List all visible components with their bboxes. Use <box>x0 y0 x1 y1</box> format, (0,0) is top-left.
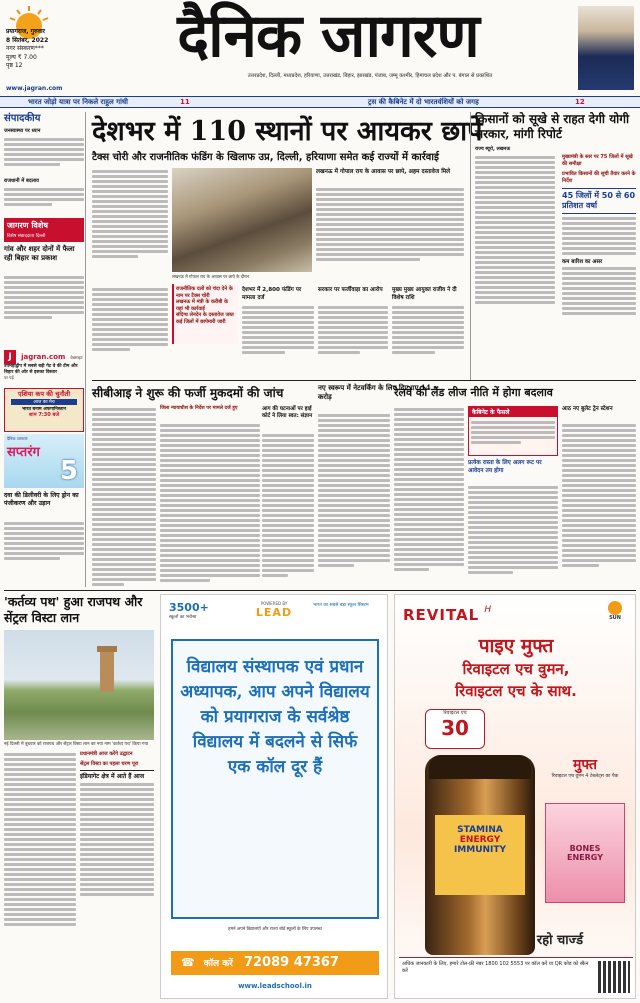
asia-text: भारत बनाम अफगानिस्तान <box>22 407 66 412</box>
lead-sub-story-3: मुख्य मुख्य आयुक्त राजीव ने दी विशेष राशि <box>392 287 457 301</box>
rajpath-headline[interactable]: 'कर्तव्य पथ' हुआ राजपथ और सेंट्रल विस्टा लान <box>4 594 143 625</box>
cbi-text-2 <box>160 422 260 586</box>
ticker-right[interactable]: ट्रस की कैबिनेट में दो भारतवंशियों को जगह <box>368 98 479 106</box>
revital-contact-text: अधिक जानकारी के लिए, हमारे टोल-फ्री नंबर 1800 102 5553 पर कॉल करें या QR कोड को स्कैन करें <box>402 961 589 974</box>
cbi-headline[interactable]: सीबीआइ ने शुरू की फर्जी मुकदमों की जांच <box>92 386 284 400</box>
asia-title: एशिया कप की चुनौती <box>17 390 71 398</box>
lead-powered: POWERED BY <box>260 601 288 606</box>
lead-sub-story-2: सरकार पर फर्जीवाड़ा का आरोप <box>318 287 383 293</box>
editorial-text-2 <box>4 186 84 216</box>
lead-bullet: संदिग्ध लेनदेन के दस्तावेज जब्त <box>176 312 234 318</box>
revital-offer-line3: रिवाइटल एच के साथ. <box>455 682 577 700</box>
left-column <box>4 112 86 587</box>
woman-word-1: BONES <box>569 844 601 853</box>
lead-call-row[interactable] <box>171 951 379 975</box>
ticker-left-page: 11 <box>180 98 190 106</box>
left-quote: उपमहाद्वीप में सबसे बड़ी गेट वे की टीम और बिहार की ओर से इसका विस्तार <box>4 364 78 375</box>
lead-ad-line: हमने अपने विद्यालयों और राज्य बोर्ड स्कूलों के लिए उपलब्ध <box>228 927 322 932</box>
edition-price: मूल्य ₹ 7.00 <box>6 53 37 61</box>
lead-sub-text: टैक्स चोरी और राजनीतिक फंडिंग के खिलाफ उप्र, दिल्ली, हरियाणा समेत कई राज्यों में कार्रवाई <box>92 152 439 163</box>
court-headline: आग की घटनाओं पर हाई कोर्ट ने लिया स्वत: संज्ञान <box>262 406 313 419</box>
revital-logo <box>403 605 513 627</box>
lead-count-sub: स्कूलों का भरोसा <box>169 615 197 620</box>
right-headline[interactable]: किसानों को सूखे से राहत देगी योगी सरकार, मांगी रिपोर्ट <box>475 112 630 141</box>
lead-bullet: कई जिलों में छापेमारी जारी <box>176 318 226 325</box>
editorial-head-1: जनस्वास्थ्य पर ध्यान <box>4 128 41 134</box>
special-text <box>4 274 84 342</box>
masthead <box>0 0 640 96</box>
revital-free-tag <box>543 755 627 799</box>
editorial-title: संपादकीय <box>4 113 41 124</box>
rajpath-story <box>4 594 154 999</box>
rajpath-box-title: इंडियागेट क्षेत्र में आते हैं आज <box>80 770 154 781</box>
cbi-bullet: जिला न्यायाधीश के निर्देश पर मामले दर्ज हुए <box>160 406 238 411</box>
ticker-right-page: 12 <box>575 98 585 106</box>
railway-text-2 <box>468 484 558 586</box>
lead-sub-story-1: देशभर में 2,800 फंडिंग पर मामला दर्ज <box>242 287 302 301</box>
jagran-logo-icon: J <box>4 350 16 364</box>
right-text <box>475 154 555 306</box>
revital-tagline: रहो चार्ज्ड <box>536 933 584 948</box>
lead-bullets <box>172 284 238 344</box>
lead-photo-caption: लखनऊ में गोपाल राय के आवास पर छापे के दौरान <box>172 274 250 279</box>
sun-logo-icon <box>6 4 52 26</box>
lead-text-col1 <box>92 168 168 283</box>
special-title: जागरण विशेष <box>7 221 48 230</box>
sun-pharma-logo-icon <box>599 601 631 623</box>
lead-brand-box <box>239 601 309 623</box>
jagran-site: jagran.com <box>21 353 66 361</box>
lead-photo <box>172 168 312 272</box>
court-text <box>262 432 314 586</box>
asia-time: शाम 7:30 बजे <box>28 412 60 418</box>
saptrang-label: दैनिक जागरण <box>7 436 28 441</box>
right-highlight: 45 जिलों में 50 से 60 प्रतिशत वर्षा <box>562 188 636 214</box>
cabinet-box-title: कैबिनेट के फैसले <box>469 407 557 417</box>
right-byline: राज्य ब्यूरो, लखनऊ <box>475 147 511 152</box>
revital-capsules-count: 30 <box>441 716 469 740</box>
cabinet-box <box>468 406 558 456</box>
lead-bullet: राजनीतिक दलों को चंदा देने के नाम पर टैक्स चोरी <box>176 286 233 299</box>
lead-side-headline: लखनऊ में गोपाल राय के आवास पर छापे, अहम दस्तावेज मिले <box>316 169 451 175</box>
revital-offer-line1: पाइए मुफ्त <box>478 635 554 657</box>
rajpath-caption: नई दिल्ली में बुधवार को राजपथ और सेंट्रल विस्टा लान का नया नाम 'कर्तव्य पथ' किया गया <box>4 742 149 747</box>
lead-sub-story-3-text <box>392 304 464 376</box>
lead-sub-story-1-text <box>242 304 314 376</box>
vande-headline: आठ नए बुलेट ट्रेन स्टेशन <box>562 406 613 412</box>
rajpath-text <box>4 751 76 928</box>
cbi-text-1 <box>92 406 156 586</box>
edition-pages: पृष्ठ 12 <box>6 62 23 69</box>
mid-divider <box>92 380 636 381</box>
lead-phone: 72089 47367 <box>243 955 339 970</box>
sun-pharma-text: SUN <box>609 615 621 621</box>
revital-bottle <box>425 755 535 955</box>
right-sub: कम बारिश का असर <box>562 259 603 265</box>
editorial-text-1 <box>4 136 84 178</box>
lead-call-label: कॉल करें <box>203 959 233 969</box>
lead-text-bottom1 <box>92 286 168 376</box>
asia-cup-box <box>4 388 84 432</box>
saptrang-title: सप्तरंग <box>7 445 40 460</box>
lead-sub-story-2-text <box>318 304 388 376</box>
left-bottom-text <box>4 520 84 584</box>
lead-count-badge <box>169 601 229 623</box>
revital-mark: H <box>484 605 492 615</box>
railway-text-1 <box>394 406 464 586</box>
lead-count: 3500+ <box>169 601 209 614</box>
stadium-text <box>318 412 390 586</box>
rajpath-bullet: प्रधानमंत्री आज करेंगे उद्घाटन <box>80 751 133 757</box>
qr-code-icon[interactable] <box>598 961 630 993</box>
revital-free-label: मुफ्त <box>573 757 597 773</box>
special-banner <box>4 218 84 242</box>
revital-capsule-badge <box>425 709 485 749</box>
special-headline: गांव और शहर दोनों में फैला रही बिहार का प्रकाश <box>4 244 75 262</box>
masthead-photo <box>578 6 634 90</box>
fifth-day: 5 <box>59 456 78 486</box>
railway-headline[interactable]: रेलवे की लैंड लीज नीति में होगा बदलाव <box>394 386 553 399</box>
editorial-head-2: राजधानी में बदलाव <box>4 178 39 184</box>
lead-side-text <box>316 186 464 286</box>
railway-subhead: प्रत्येक रास्ता के लिए अलग रूट पर आवेदन तय होगा <box>468 460 542 474</box>
edition-name: नगर संस्करण*** <box>6 45 44 52</box>
edition-city: प्रयागराज, गुरुवार <box>6 28 45 35</box>
left-bottom-headline: दवा की डिलीवरी के लिए ड्रोन का पंजीकरण और उड़ान <box>4 492 79 507</box>
revital-brand: REVITAL <box>403 606 480 624</box>
lead-subheadline <box>92 150 462 166</box>
woman-word-2: ENERGY <box>567 853 603 862</box>
bottle-word-1: STAMINA <box>457 825 503 835</box>
revital-contact <box>399 957 633 995</box>
lead-ad-headline: विद्यालय संस्थापक एवं प्रधान अध्यापक, आप अपने विद्यालय को प्रयागराज के सर्वश्रेष्ठ विद्यालय में बदलने से सिर्फ एक कॉल दूर हैं <box>171 639 379 919</box>
revital-capsules-label: रिवाइटल एच <box>443 710 467 716</box>
rajpath-bullet: सेंट्रल विस्टा का पहला चरण पूरा <box>80 760 139 767</box>
phone-icon: ☎ <box>181 956 195 969</box>
lead-site[interactable]: www.leadschool.in <box>238 982 312 990</box>
vande-text <box>562 422 636 586</box>
revital-offer-line2: रिवाइटल एच वुमन, <box>462 660 570 678</box>
saptrang-box[interactable] <box>4 434 84 488</box>
lead-brand: LEAD <box>255 606 293 619</box>
masthead-regions: उत्तरप्रदेश, दिल्ली, मध्यप्रदेश, हरियाणा, उत्तराखंड, बिहार, झारखंड, पंजाब, जम्मू कश्मीर, हिमाचल प्रदेश और प. बंगाल से प्रकाशित <box>247 73 493 79</box>
edition-info <box>6 28 106 90</box>
asia-sub: आज का मैच <box>11 399 77 405</box>
bottom-divider <box>4 590 636 591</box>
lead-tagline: भारत का सबसे बड़ा स्कूल सिस्टम <box>313 603 369 608</box>
bottle-word-2: ENERGY <box>459 835 501 845</box>
revital-woman-box <box>545 803 625 903</box>
masthead-website[interactable]: www.jagran.com <box>6 85 63 92</box>
edition-date: 8 सितंबर, 2022 <box>6 36 49 44</box>
rajpath-photo <box>4 630 154 740</box>
newspaper-title: दैनिक जागरण <box>177 1 479 71</box>
special-byline: विशेष संवाददाता दिल्ली <box>7 234 46 239</box>
lead-school-ad[interactable] <box>160 594 388 999</box>
ticker-bar <box>0 96 640 108</box>
bottle-label <box>435 815 525 895</box>
bottle-word-3: IMMUNITY <box>453 845 507 855</box>
right-bullet: प्रभावित किसानों की सूची तैयार करने के निर्देश <box>562 171 636 184</box>
jagran-tag: वेबसाइट पर पढ़ें <box>4 355 83 380</box>
stadium-headline[interactable]: नए स्वरूप में नेटवर्किंग के लिए दिए गए 14 करोड़ <box>318 383 431 401</box>
revital-ad[interactable] <box>394 594 636 999</box>
revital-free-sub: रिवाइटल एच वुमन 4 टेबलेट्स का पैक <box>551 774 619 779</box>
right-bullet: मुख्यमंत्री के स्तर पर 75 जिलों में सूखे की समीक्षा <box>562 154 633 167</box>
right-column <box>470 112 636 380</box>
ticker-left[interactable]: भारत जोड़ो यात्रा पर निकले राहुल गांधी <box>28 98 128 106</box>
lead-headline[interactable]: देशभर में 110 स्थानों पर आयकर छापे <box>92 116 483 147</box>
lead-bullet: लखनऊ में मंत्री के करीबी के यहां भी कार्रवाई <box>176 299 228 312</box>
